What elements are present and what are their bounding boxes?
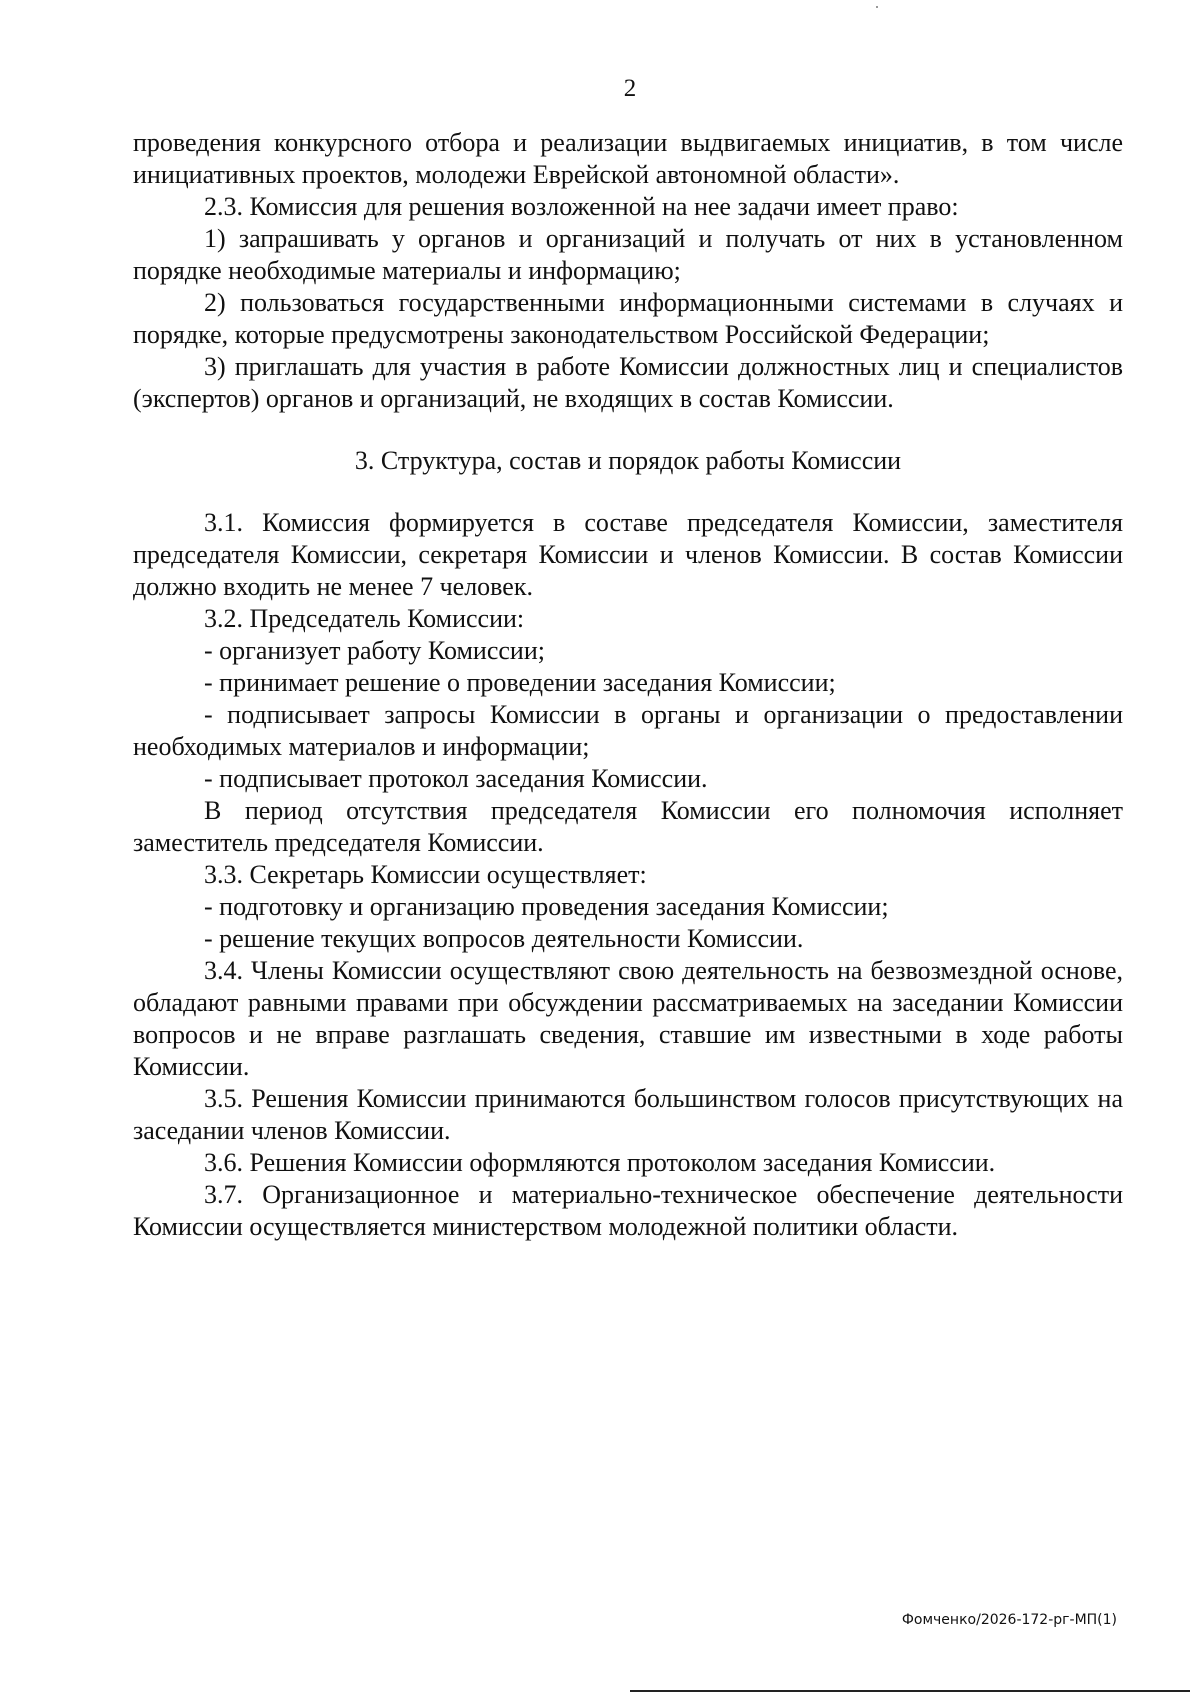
section-heading: 3. Структура, состав и порядок работы Комиссии bbox=[354, 446, 902, 475]
list-item-secretary-1: - подготовку и организацию проведения заседания Комиссии; bbox=[204, 892, 889, 921]
paragraph-3-2: 3.2. Председатель Комиссии: bbox=[204, 604, 525, 633]
paragraph-chair-absence: В период отсутствия председателя Комиссии его полномочия исполняет заместитель председателя Комиссии. bbox=[133, 796, 1123, 857]
paragraph-2-3: 2.3. Комиссия для решения возложенной на нее задачи имеет право: bbox=[204, 192, 959, 221]
paragraph-continuation: проведения конкурсного отбора и реализации выдвигаемых инициатив, в том числе инициативных проектов, молодежи Еврейской автономной области». bbox=[133, 128, 1123, 189]
list-item-1: 1) запрашивать у органов и организаций и получать от них в установленном порядке необходимые материалы и информацию; bbox=[133, 224, 1123, 285]
list-item-chair-3: - подписывает запросы Комиссии в органы и организации о предоставлении необходимых материалов и информации; bbox=[133, 700, 1123, 761]
paragraph-3-6: 3.6. Решения Комиссии оформляются протоколом заседания Комиссии. bbox=[204, 1148, 996, 1177]
document-body bbox=[133, 127, 1123, 1243]
bottom-rule-divider bbox=[630, 1690, 1190, 1692]
document-reference-footer: Фомченко/2026-172-рг-МП(1) bbox=[901, 1612, 1117, 1628]
paragraph-3-4: 3.4. Члены Комиссии осуществляют свою деятельность на безвозмездной основе, обладают равными правами при обсуждении рассматриваемых на заседании Комиссии вопросов и не вправе разглашать сведения, ставшие им известными в ходе работы Комиссии. bbox=[133, 956, 1123, 1081]
list-item-chair-1: - организует работу Комиссии; bbox=[204, 636, 545, 665]
paragraph-3-7: 3.7. Организационное и материально-техническое обеспечение деятельности Комиссии осуществляется министерством молодежной политики области. bbox=[133, 1180, 1123, 1241]
paragraph-3-5: 3.5. Решения Комиссии принимаются большинством голосов присутствующих на заседании членов Комиссии. bbox=[133, 1084, 1123, 1145]
list-item-chair-2: - принимает решение о проведении заседания Комиссии; bbox=[204, 668, 836, 697]
page-number: 2 bbox=[623, 75, 637, 102]
list-item-secretary-2: - решение текущих вопросов деятельности Комиссии. bbox=[204, 924, 804, 953]
paragraph-3-3: 3.3. Секретарь Комиссии осуществляет: bbox=[204, 860, 647, 889]
list-item-2: 2) пользоваться государственными информационными системами в случаях и порядке, которые предусмотрены законодательством Российской Федерации; bbox=[133, 288, 1123, 349]
paragraph-3-1: 3.1. Комиссия формируется в составе председателя Комиссии, заместителя председателя Комиссии, секретаря Комиссии и членов Комиссии. В состав Комиссии должно входить не менее 7 человек. bbox=[133, 508, 1123, 601]
scan-speck bbox=[876, 6, 878, 8]
list-item-chair-4: - подписывает протокол заседания Комиссии. bbox=[204, 764, 708, 793]
list-item-3: 3) приглашать для участия в работе Комиссии должностных лиц и специалистов (экспертов) органов и организаций, не входящих в состав Комиссии. bbox=[133, 352, 1123, 413]
